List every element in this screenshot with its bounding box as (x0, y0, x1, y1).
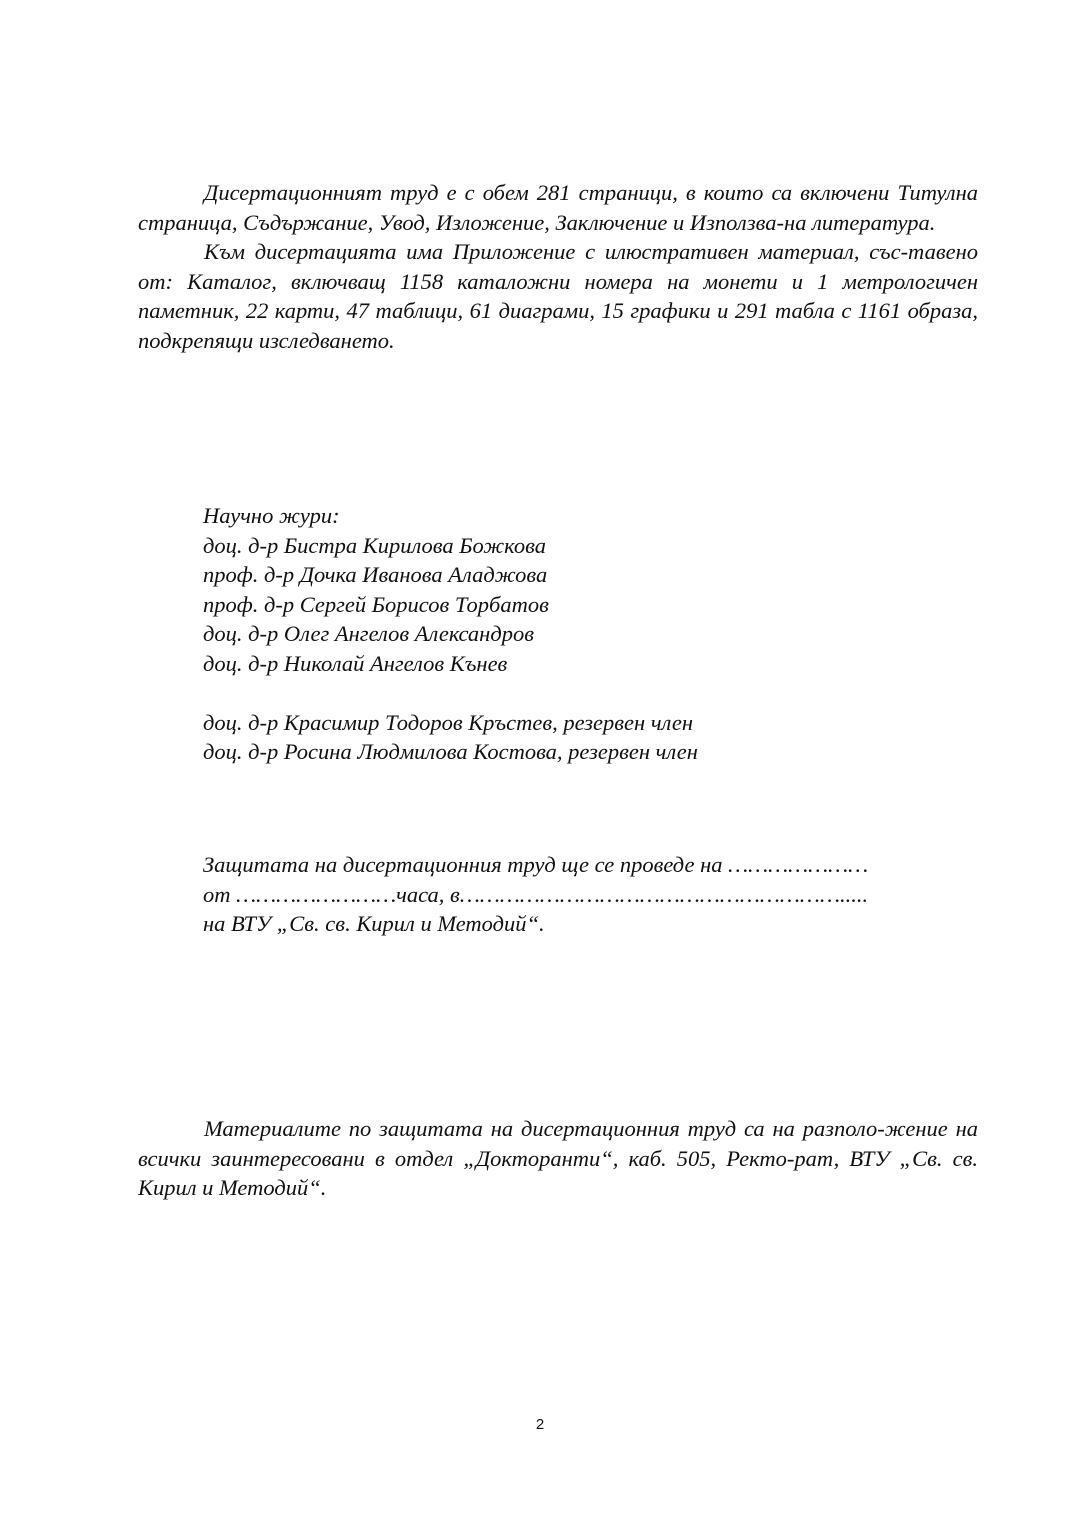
intro-paragraph-appendix: Към дисертацията има Приложение с илюстративен материал, със-тавено от: Каталог, включващ 1158 каталожни номера на монети и 1 метрологичен паметник, 22 карти, 47 таблици, 61 диаграми, 15 графики и 291 табла с 1161 образа, подкрепящи изследването. (138, 239, 978, 353)
jury-heading: Научно жури: (203, 503, 340, 528)
jury-member: доц. д-р Олег Ангелов Александров (203, 621, 534, 646)
defense-section (203, 850, 978, 939)
intro-paragraph-volume: Дисертационният труд е с обем 281 страници, в които са включени Титулна страница, Съдържание, Увод, Изложение, Заключение и Използва-на литература. (138, 180, 978, 235)
defense-time-place-line (203, 880, 978, 910)
jury-spacer (203, 678, 963, 708)
materials-paragraph: Материалите по защитата на дисертационния труд са на разполо-жение на всички заинтересовани в отдел „Докторанти“, каб. 505, Ректо-рат, ВТУ „Св. св. Кирил и Методий“. (138, 1116, 978, 1200)
intro-section (138, 178, 978, 355)
defense-university-line: на ВТУ „Св. св. Кирил и Методий“. (203, 911, 545, 936)
jury-section (203, 501, 963, 767)
defense-place-dots: …………………………………………………..... (459, 881, 869, 907)
jury-member: проф. д-р Дочка Иванова Аладжова (203, 562, 548, 587)
materials-section (138, 1114, 978, 1203)
jury-member: проф. д-р Сергей Борисов Торбатов (203, 591, 549, 617)
defense-time-text: от ……………………часа, в (203, 881, 460, 907)
jury-reserve-member: доц. д-р Росина Людмилова Костова, резервен член (203, 739, 698, 764)
jury-member: доц. д-р Бистра Кирилова Божкова (203, 532, 546, 558)
defense-date-line: Защитата на дисертационния труд ще се проведе на ………………… (203, 852, 869, 877)
page-number: 2 (535, 1416, 545, 1433)
jury-reserve-member: доц. д-р Красимир Тодоров Кръстев, резервен член (203, 709, 694, 735)
jury-member: доц. д-р Николай Ангелов Кънев (203, 650, 508, 676)
